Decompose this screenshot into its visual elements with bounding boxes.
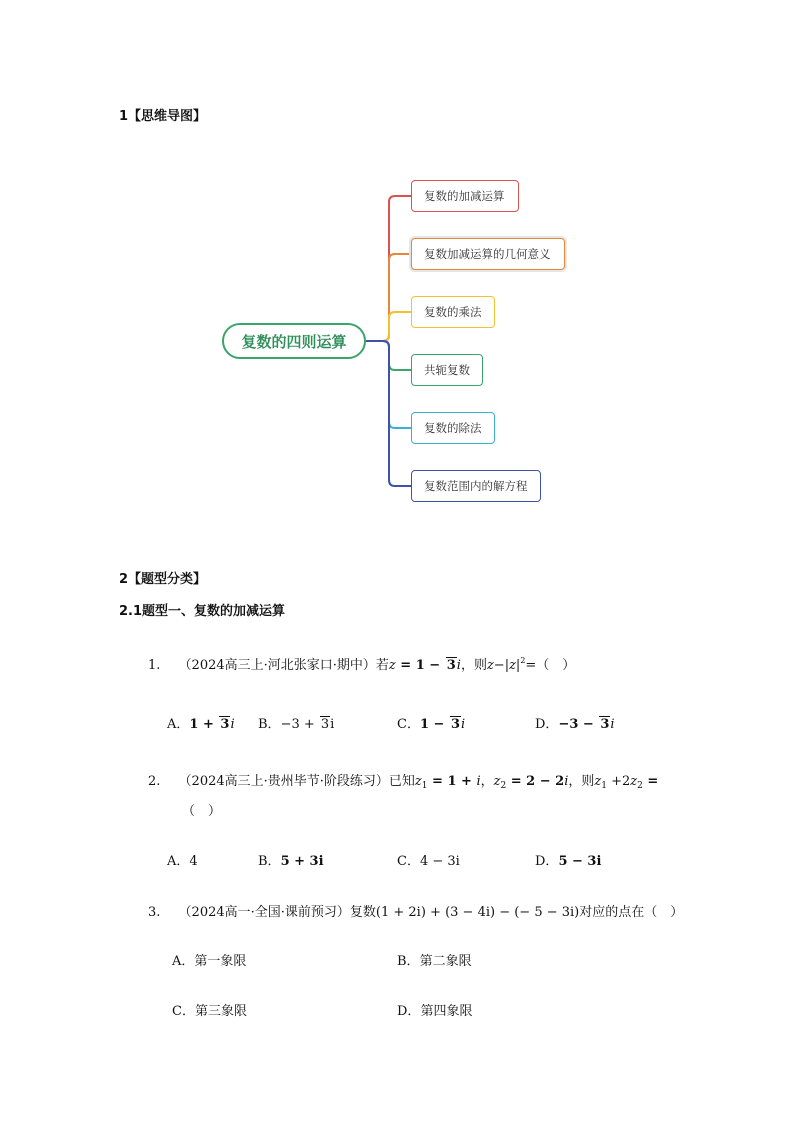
math-sup: 2 bbox=[520, 656, 526, 665]
mind-map-node bbox=[411, 296, 495, 328]
math-i: i bbox=[476, 774, 481, 789]
option-2d[interactable] bbox=[535, 850, 601, 869]
option-letter: D． bbox=[535, 854, 559, 869]
option-sqrt: 3 bbox=[220, 717, 230, 732]
branch-connector bbox=[366, 341, 411, 370]
option-value: −3 − bbox=[558, 717, 599, 732]
math-eq: = bbox=[642, 774, 659, 789]
section1-heading: 1【思维导图】 bbox=[119, 109, 207, 124]
question-stem-text: 复数(1 + 2i) + (3 − 4i) − (− 5 − 3i)对应的点在（ ） bbox=[349, 905, 684, 920]
question-source: （2024高一·全国·课前预习） bbox=[178, 905, 350, 920]
mind-map-node-label: 复数的加减运算 bbox=[424, 189, 505, 203]
mind-map-node bbox=[411, 354, 483, 386]
option-letter: B． bbox=[397, 954, 420, 969]
math-eq: = 2 − 2 bbox=[506, 774, 565, 789]
math-z1: z bbox=[414, 774, 422, 789]
option-value: 4 bbox=[189, 854, 198, 869]
math-sqrt: 3 bbox=[446, 658, 456, 673]
branch-connector bbox=[366, 254, 411, 341]
option-3a[interactable] bbox=[172, 950, 246, 969]
math-z1: z bbox=[594, 774, 602, 789]
question-stem-text: ， bbox=[480, 774, 494, 789]
math-z: z bbox=[388, 658, 396, 673]
option-2c[interactable] bbox=[397, 850, 460, 869]
option-value: 第三象限 bbox=[194, 1004, 247, 1019]
math-plus: +2 bbox=[607, 774, 631, 789]
branch-connector bbox=[366, 341, 411, 486]
subsection-heading: 2.1题型一、复数的加减运算 bbox=[119, 604, 286, 619]
question-stem-text: ，则 bbox=[568, 774, 595, 789]
mind-map-node bbox=[411, 470, 541, 502]
mind-map-node bbox=[411, 180, 519, 212]
option-i: i bbox=[330, 717, 335, 732]
math-sub: 2 bbox=[500, 781, 507, 791]
mind-map-node-label: 复数的除法 bbox=[424, 421, 482, 435]
option-value: 第一象限 bbox=[194, 954, 247, 969]
math-z2: z bbox=[493, 774, 501, 789]
option-3b[interactable] bbox=[397, 950, 472, 969]
section2-heading: 2【题型分类】 bbox=[119, 572, 207, 587]
option-3c[interactable] bbox=[172, 1000, 247, 1019]
math-z2: z bbox=[630, 774, 638, 789]
option-2a[interactable] bbox=[167, 850, 198, 869]
question-number: 1. bbox=[148, 658, 161, 673]
option-1d[interactable] bbox=[535, 713, 615, 732]
math-sub: 1 bbox=[421, 781, 428, 791]
option-value: 5 − 3i bbox=[558, 854, 602, 869]
option-letter: B． bbox=[258, 717, 281, 732]
question-stem-text: 已知 bbox=[388, 774, 415, 789]
option-1c[interactable] bbox=[397, 713, 465, 732]
option-letter: D． bbox=[535, 717, 559, 732]
math-sub: 2 bbox=[637, 781, 643, 791]
option-value: 第二象限 bbox=[419, 954, 472, 969]
question-number: 3. bbox=[148, 905, 161, 920]
math-abs: z−|z| bbox=[486, 658, 521, 673]
mind-map-node bbox=[411, 238, 565, 270]
question-2 bbox=[148, 770, 658, 791]
mind-map-node-label: 共轭复数 bbox=[424, 363, 470, 377]
math-sub: 1 bbox=[601, 781, 607, 791]
option-letter: C． bbox=[172, 1004, 195, 1019]
question-3 bbox=[148, 901, 683, 920]
math-i: i bbox=[456, 658, 461, 673]
branch-connector bbox=[366, 196, 411, 341]
option-3d[interactable] bbox=[397, 1000, 472, 1019]
mind-map-node-label: 复数的乘法 bbox=[424, 305, 482, 319]
option-1a[interactable] bbox=[167, 713, 235, 732]
question-stem-text: 若 bbox=[375, 658, 389, 673]
question-source: （2024高三上·贵州毕节·阶段练习） bbox=[178, 774, 389, 789]
option-i: i bbox=[461, 717, 466, 732]
option-letter: D． bbox=[397, 1004, 421, 1019]
option-value: 4 − 3i bbox=[419, 854, 460, 869]
question-source: （2024高三上·河北张家口·期中） bbox=[178, 658, 376, 673]
option-letter: A． bbox=[167, 717, 190, 732]
option-2b[interactable] bbox=[258, 850, 324, 869]
question-stem-text: ，则 bbox=[460, 658, 487, 673]
option-value: 第四象限 bbox=[420, 1004, 473, 1019]
math-i: i bbox=[564, 774, 569, 789]
option-sqrt: 3 bbox=[450, 717, 460, 732]
math-eq: = 1 + bbox=[427, 774, 477, 789]
option-letter: C． bbox=[397, 854, 420, 869]
option-letter: A． bbox=[167, 854, 190, 869]
option-i: i bbox=[610, 717, 615, 732]
branch-connector bbox=[366, 341, 411, 428]
math-eq: = 1 − bbox=[395, 658, 445, 673]
option-letter: C． bbox=[397, 717, 420, 732]
mind-map-node-label: 复数范围内的解方程 bbox=[424, 479, 528, 493]
option-sqrt: 3 bbox=[600, 717, 610, 732]
option-i: i bbox=[230, 717, 235, 732]
mind-map-node bbox=[411, 412, 495, 444]
question-1 bbox=[148, 654, 575, 673]
option-letter: A． bbox=[172, 954, 195, 969]
branch-connector bbox=[366, 312, 411, 341]
option-letter: B． bbox=[258, 854, 281, 869]
question-number: 2. bbox=[148, 774, 161, 789]
option-1b[interactable] bbox=[258, 713, 334, 732]
mind-map-node-label: 复数加减运算的几何意义 bbox=[424, 247, 551, 261]
option-sqrt: 3 bbox=[320, 717, 330, 732]
mind-map-root: 复数的四则运算 bbox=[222, 323, 366, 359]
option-value: 5 + 3i bbox=[280, 854, 324, 869]
option-value: 1 − bbox=[419, 717, 449, 732]
question-stem-end: =（ ） bbox=[525, 658, 576, 673]
question-2-end: （ ） bbox=[182, 804, 222, 819]
option-value: 1 + bbox=[189, 717, 219, 732]
option-value: −3 + bbox=[280, 717, 319, 732]
